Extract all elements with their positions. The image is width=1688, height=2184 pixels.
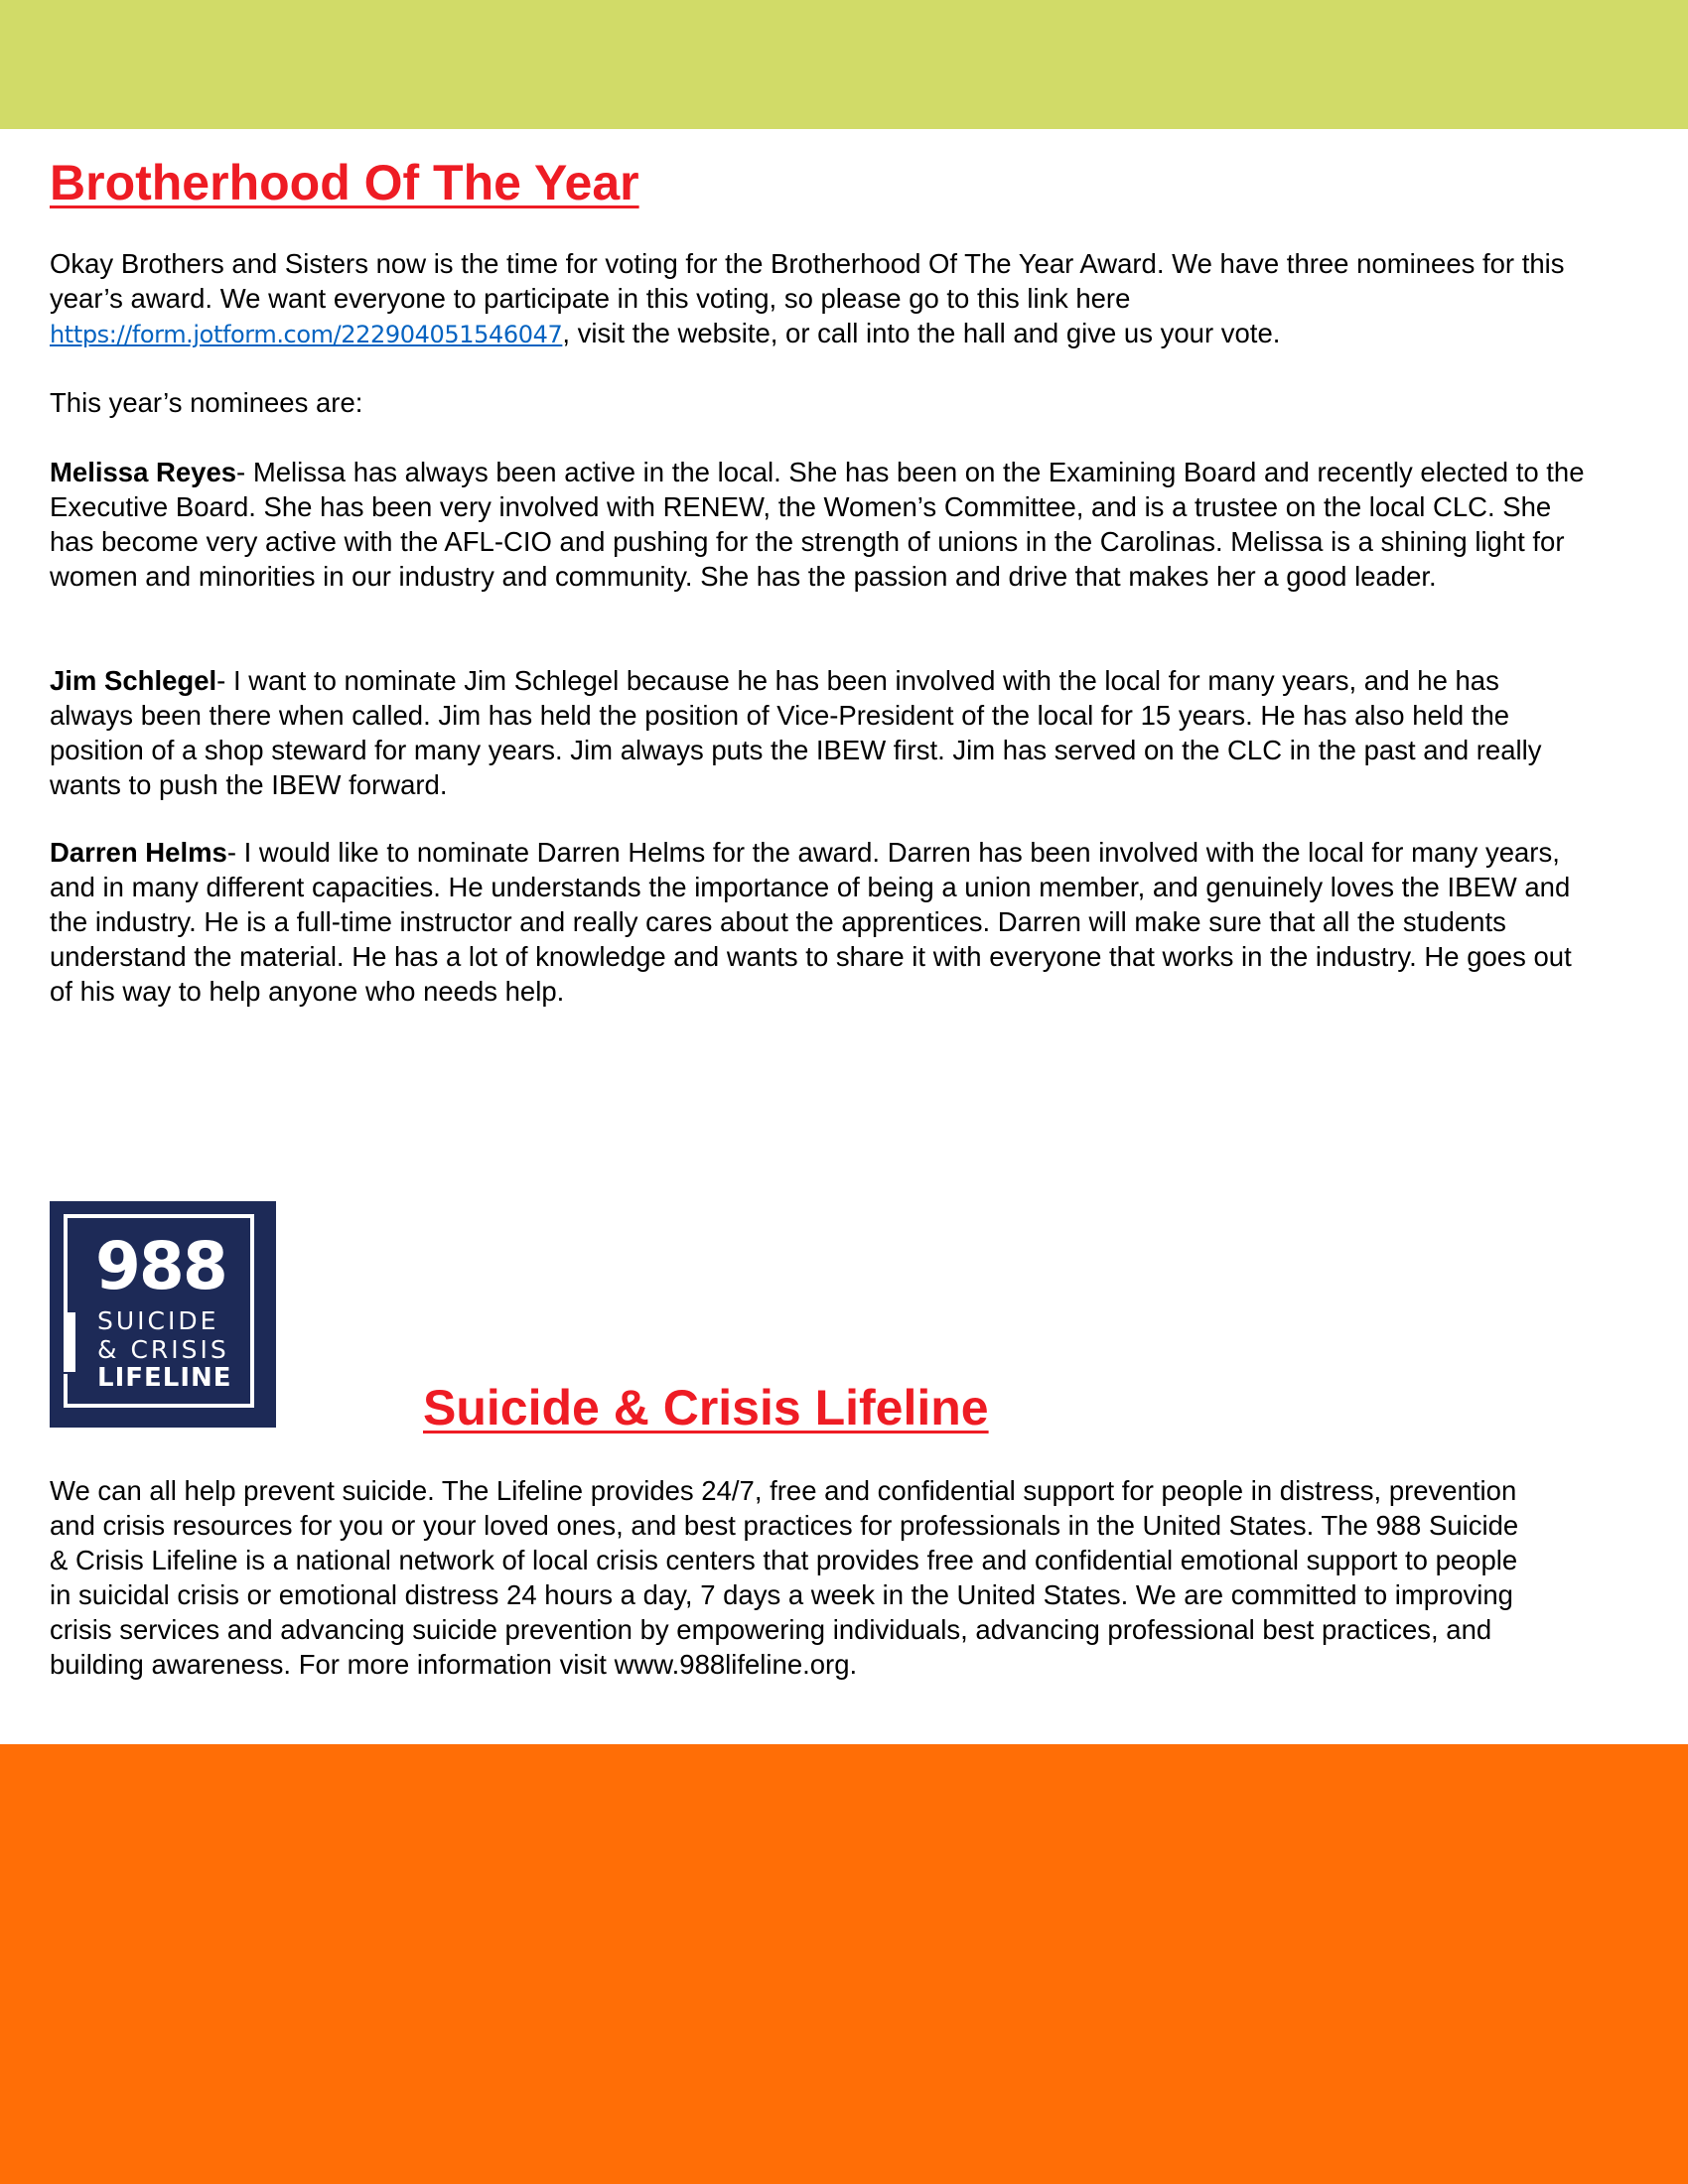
- logo-line-lifeline: LIFELINE: [97, 1363, 232, 1393]
- logo-accent-bar: [64, 1312, 75, 1372]
- nominee-name: Darren Helms: [50, 837, 227, 868]
- vote-link[interactable]: https://form.jotform.com/222904051546047: [50, 321, 563, 348]
- nominee-description: - I want to nominate Jim Schlegel because he has been involved with the local for many years, and he has always been there when called. Jim has held the position of Vice-President of the local for 15 years. He has also held the position of a shop steward for many years. Jim always puts the IBEW first. Jim has served on the CLC in the past and really wants to push the IBEW forward.: [50, 665, 1542, 800]
- top-color-band: [0, 0, 1688, 129]
- nominee-description: - Melissa has always been active in the local. She has been on the Examining Board and recently elected to the Executive Board. She has been very involved with RENEW, the Women’s Committee, and is a trustee on the local CLC. She has become very active with the AFL-CIO and pushing for the strength of unions in the Carolinas. Melissa is a shining light for women and minorities in our industry and community. She has the passion and drive that makes her a good leader.: [50, 457, 1585, 592]
- logo-frame-left-segment: [64, 1214, 68, 1325]
- nominee-paragraph: [50, 835, 1589, 1009]
- nominee-description: - I would like to nominate Darren Helms for the award. Darren has been involved with the local for many years, and in many different capacities. He understands the importance of being a union member, and genuinely loves the IBEW and the industry. He is a full-time instructor and really cares about the apprentices. Darren will make sure that all the students understand the material. He has a lot of knowledge and wants to share it with everyone that works in the industry. He goes out of his way to help anyone who needs help.: [50, 837, 1572, 1007]
- nominee-name: Melissa Reyes: [50, 457, 237, 487]
- nominee-paragraph: [50, 455, 1589, 594]
- brotherhood-intro: [50, 246, 1589, 352]
- bottom-color-band: [0, 1744, 1688, 2184]
- lifeline-988-logo: [50, 1201, 276, 1428]
- lifeline-title: Suicide & Crisis Lifeline: [423, 1380, 989, 1435]
- logo-line-crisis: & CRISIS: [97, 1335, 229, 1364]
- nominee-name: Jim Schlegel: [50, 665, 217, 696]
- nominee-paragraph: [50, 663, 1589, 802]
- lifeline-description: We can all help prevent suicide. The Lifeline provides 24/7, free and confidential support for people in distress, prevention and crisis resources for you or your loved ones, and best practices for professionals in the United States. The 988 Suicide & Crisis Lifeline is a national network of local crisis centers that provides free and confidential emotional support to people in suicidal crisis or emotional distress 24 hours a day, 7 days a week in the United States. We are committed to improving crisis services and advancing suicide prevention by empowering individuals, advancing professional best practices, and building awareness. For more information visit www.988lifeline.org.: [50, 1475, 1519, 1680]
- intro-text-before-link: Okay Brothers and Sisters now is the time for voting for the Brotherhood Of The Year Award. We have three nominees for this year’s award. We want everyone to participate in this voting, so please go to this link here: [50, 248, 1565, 314]
- nominees-lead: This year’s nominees are:: [50, 387, 363, 418]
- brotherhood-title: Brotherhood Of The Year: [50, 155, 639, 210]
- logo-line-suicide: SUICIDE: [97, 1306, 219, 1335]
- logo-frame-left-segment: [64, 1374, 68, 1408]
- logo-number: 988: [95, 1228, 226, 1304]
- intro-text-after-link: , visit the website, or call into the hall and give us your vote.: [562, 318, 1281, 348]
